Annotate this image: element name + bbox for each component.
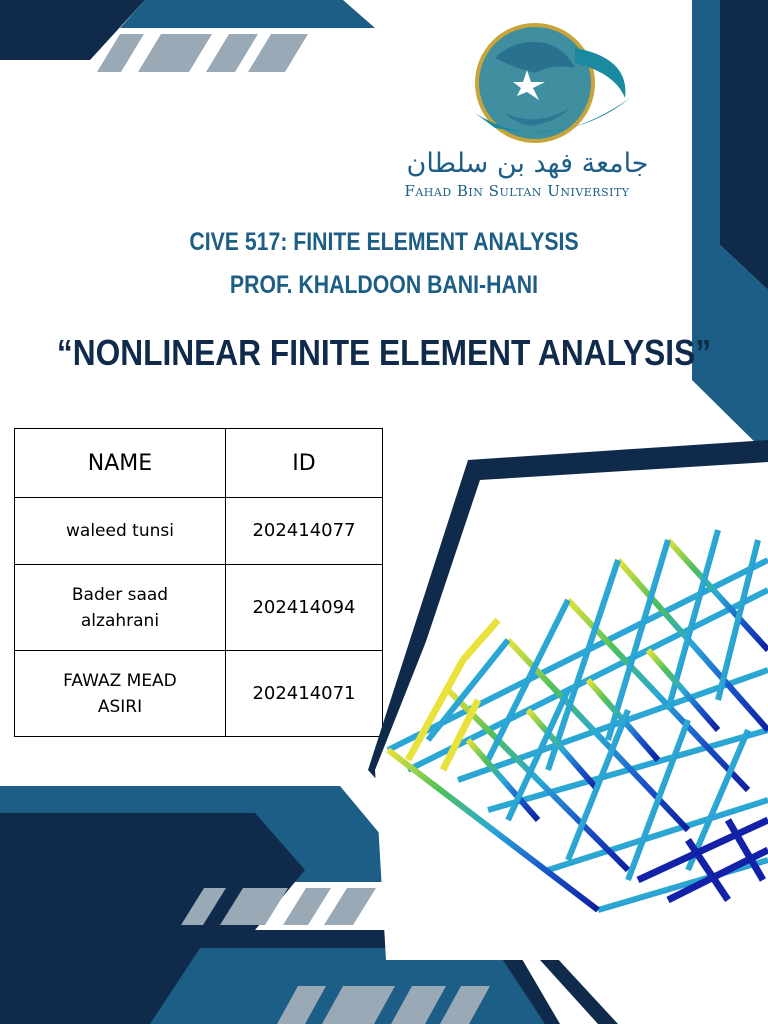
member-id: 202414077: [225, 498, 382, 565]
member-id: 202414071: [225, 651, 382, 737]
top-left-blue-band: [120, 0, 375, 28]
member-name-cell: [15, 565, 226, 651]
table-row: [15, 651, 383, 737]
member-name: Bader saad: [71, 584, 169, 605]
university-logo: [455, 18, 635, 148]
report-title: “NONLINEAR FINITE ELEMENT ANALYSIS”: [56, 332, 712, 373]
professor-name: PROF. KHALDOON BANI-HANI: [229, 271, 539, 299]
university-english-name: Fahad Bin Sultan University: [404, 182, 630, 200]
university-arabic-name: جامعة فهد بن سلطان: [406, 148, 649, 179]
table-header-row: [15, 429, 383, 498]
fea-truss-render: [368, 440, 768, 1024]
member-name: FAWAZ MEAD: [63, 670, 177, 691]
member-id: 202414094: [225, 565, 382, 651]
members-table: [14, 428, 383, 737]
member-name-cell: [15, 651, 226, 737]
header-id: ID: [225, 429, 382, 498]
course-title: CIVE 517: FINITE ELEMENT ANALYSIS: [189, 228, 579, 256]
top-grey-stripes: [97, 34, 308, 72]
member-name: waleed tunsi: [66, 521, 174, 541]
right-dark-band: [720, 0, 768, 290]
header-name: NAME: [15, 429, 226, 498]
member-name: ASIRI: [97, 696, 143, 717]
member-name-cell: [15, 498, 226, 565]
table-row: [15, 565, 383, 651]
table-row: [15, 498, 383, 565]
member-name: alzahrani: [80, 610, 160, 631]
